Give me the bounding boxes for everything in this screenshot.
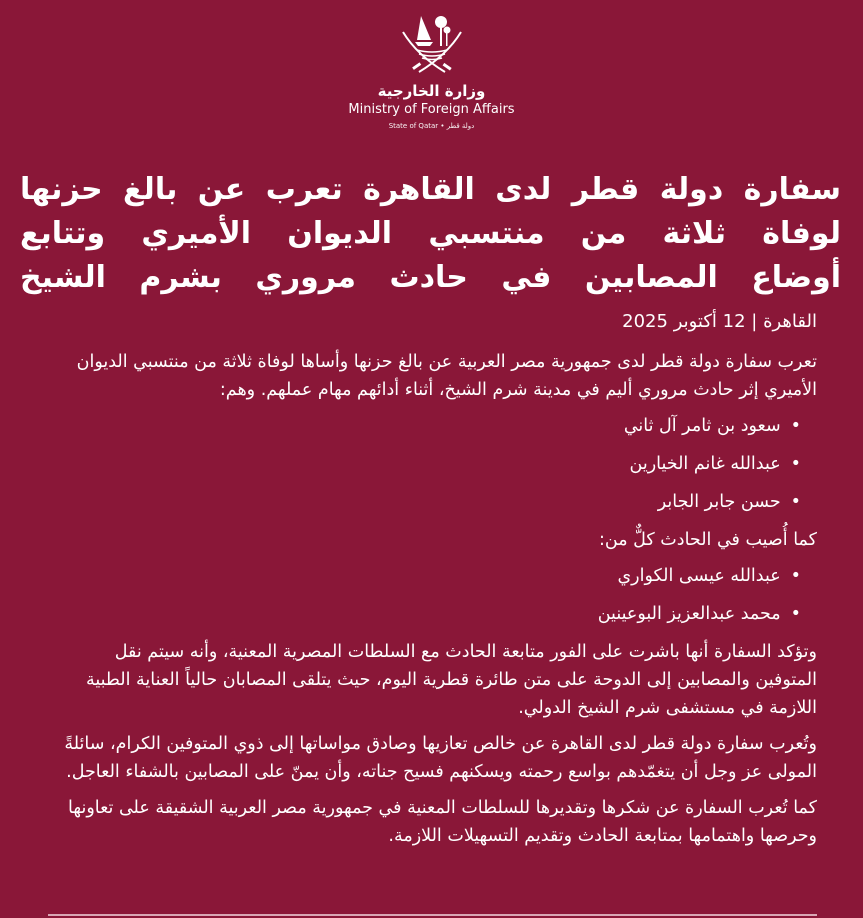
dateline: القاهرة | 12 أكتوبر 2025: [622, 311, 817, 332]
bullet-icon: •: [790, 492, 801, 512]
bullet-icon: •: [790, 416, 801, 436]
ministry-name-arabic: وزارة الخارجية: [377, 82, 486, 100]
bottom-divider: [48, 914, 817, 916]
bullet-icon: •: [790, 566, 801, 586]
statement-body: [48, 308, 817, 858]
list-item: [48, 600, 801, 628]
person-name: حسن جابر الجابر: [657, 492, 781, 512]
person-name: سعود بن ثامر آل ثاني: [623, 416, 781, 436]
followup-paragraph: وتؤكد السفارة أنها باشرت على الفور متابعة الحادث مع السلطات المصرية المعنية، وأنه سيتم نقل المتوفين والمصابين إلى الدوحة على متن طائرة قطرية اليوم، حيث يتلقى المصابان حالياً العناية الطبية اللازمة في مستشفى شرم الشيخ الدولي.: [85, 642, 817, 718]
injured-intro: كما أُصيب في الحادث كلٌّ من:: [599, 530, 817, 550]
bullet-icon: •: [790, 604, 801, 624]
condolence-paragraph: وتُعرب سفارة دولة قطر لدى القاهرة عن خالص تعازيها وصادق مواساتها إلى ذوي المتوفين الكرام، سائلةً المولى عز وجل أن يتغمّدهم بواسع رحمته ويسكنهم فسيح جناته، وأن يمنّ على المصابين بالشفاء العاجل.: [64, 734, 817, 782]
qatar-emblem-icon: [397, 10, 467, 76]
ministry-logo: [0, 10, 863, 131]
state-of-qatar-label: State of Qatar • دولة قطر: [388, 122, 475, 130]
bullet-icon: •: [790, 454, 801, 474]
injured-list: [48, 562, 817, 628]
person-name: عبدالله غانم الخيارين: [629, 454, 781, 474]
list-item: [48, 412, 801, 440]
headline-line: أوضاع المصابين في حادث مروري بشرم الشيخ: [20, 260, 841, 295]
headline: [20, 168, 841, 300]
intro-paragraph: تعرب سفارة دولة قطر لدى جمهورية مصر العربية عن بالغ حزنها وأساها لوفاة ثلاثة من منتسبي الديوان الأميري إثر حادث مروري أليم في مدينة شرم الشيخ، أثناء أدائهم مهام عملهم. وهم:: [76, 352, 817, 400]
person-name: عبدالله عيسى الكواري: [617, 566, 781, 586]
ministry-name-english: Ministry of Foreign Affairs: [348, 102, 515, 117]
list-item: [48, 488, 801, 516]
deceased-list: [48, 412, 817, 516]
headline-line: لوفاة ثلاثة من منتسبي الديوان الأميري وتتابع: [20, 216, 841, 251]
headline-line: سفارة دولة قطر لدى القاهرة تعرب عن بالغ حزنها: [20, 172, 841, 207]
person-name: محمد عبدالعزيز البوعينين: [597, 604, 781, 624]
list-item: [48, 450, 801, 478]
thanks-paragraph: كما تُعرب السفارة عن شكرها وتقديرها للسلطات المعنية في جمهورية مصر العربية الشقيقة على تعاونها وحرصها واهتمامها بمتابعة الحادث وتقديم التسهيلات اللازمة.: [68, 798, 817, 846]
list-item: [48, 562, 801, 590]
